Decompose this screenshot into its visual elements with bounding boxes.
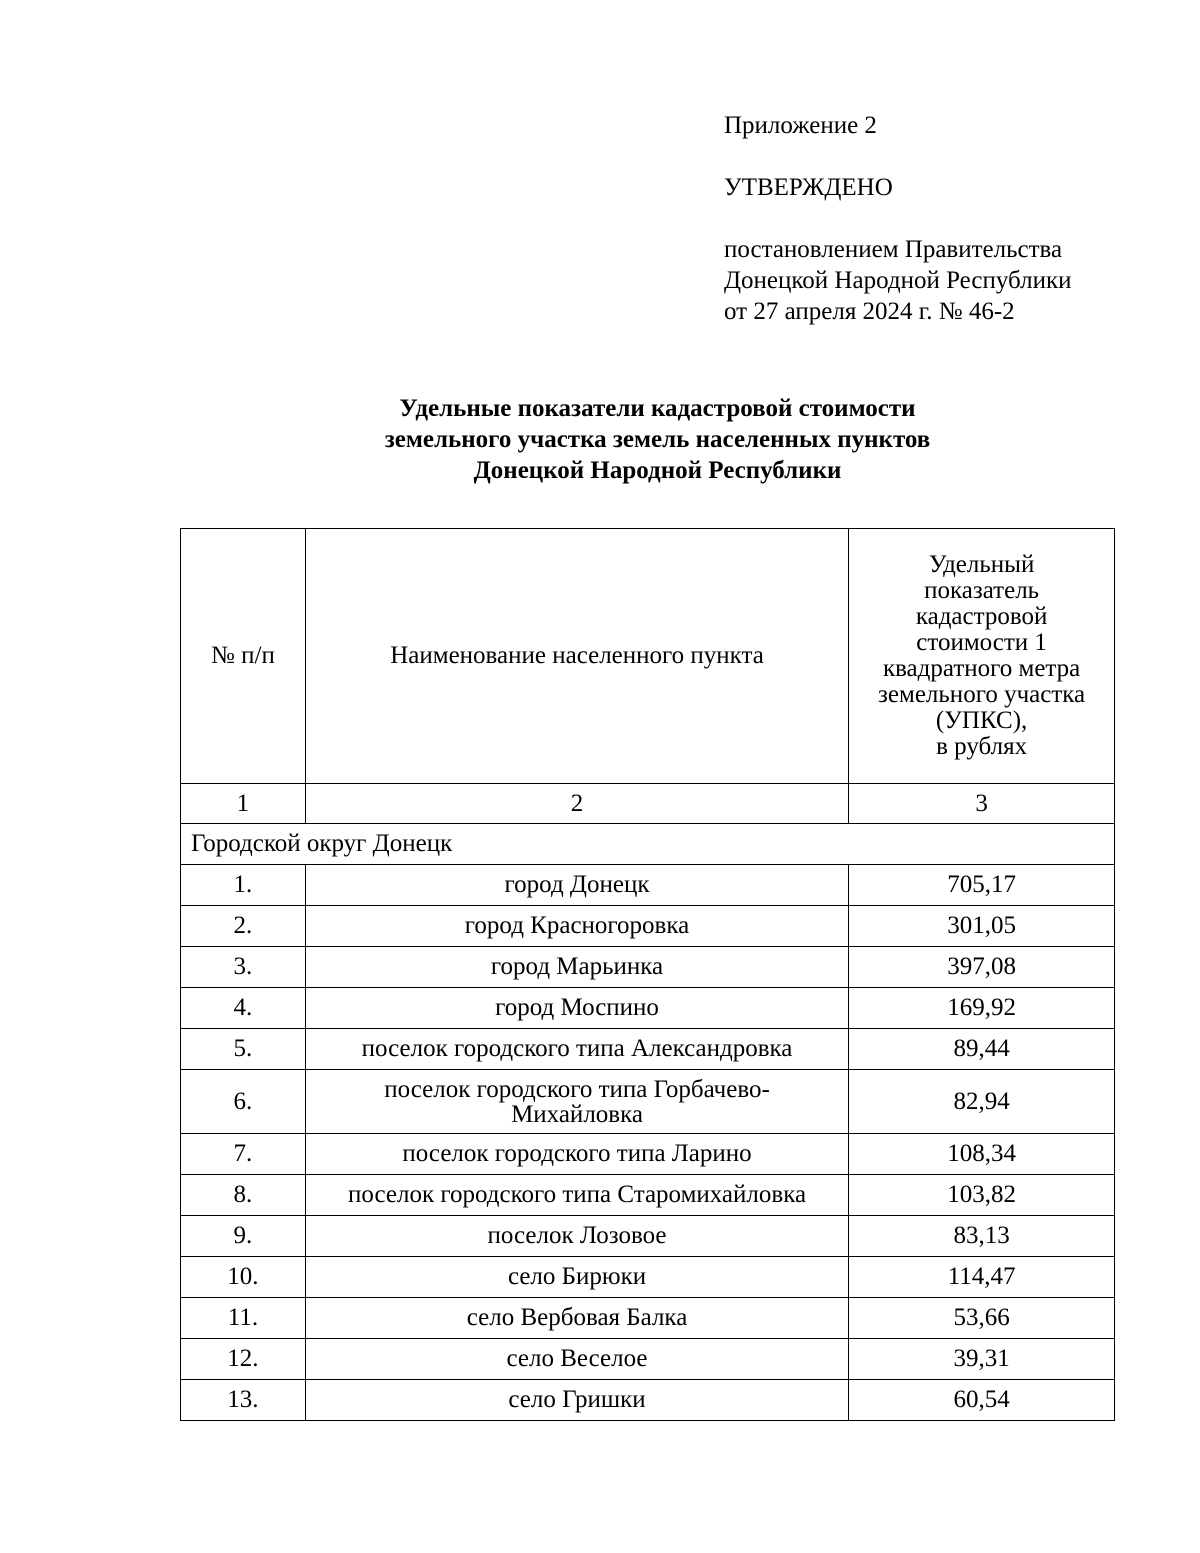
row-settlement-name: село Вербовая Балка [305,1298,848,1339]
row-settlement-name-line: Михайловка [511,1100,643,1128]
row-settlement-name: город Моспино [305,988,848,1029]
column-number: 3 [849,784,1115,824]
row-value: 114,47 [849,1257,1115,1298]
column-number-row [181,784,1115,824]
table-row [181,1029,1115,1070]
table-row [181,1257,1115,1298]
title-line-1: Удельные показатели кадастровой стоимости [399,395,916,422]
decree-line-2: Донецкой Народной Республики [724,267,1072,294]
row-settlement-name: село Гришки [305,1380,848,1421]
row-settlement-name: поселок Лозовое [305,1216,848,1257]
section-row [181,824,1115,865]
table-row [181,1175,1115,1216]
appendix-label: Приложение 2 [724,112,877,139]
table-row [181,988,1115,1029]
row-settlement-name: село Веселое [305,1339,848,1380]
decree-line-3: от 27 апреля 2024 г. № 46-2 [724,298,1015,325]
table-row [181,865,1115,906]
header-upks-line: квадратного метра [882,655,1081,682]
row-number: 8. [181,1175,306,1216]
row-settlement-name [305,1070,848,1134]
table-row [181,1298,1115,1339]
row-number: 3. [181,947,306,988]
row-settlement-name-line: поселок городского типа Горбачево- [384,1075,770,1103]
row-number: 13. [181,1380,306,1421]
row-value: 60,54 [849,1380,1115,1421]
table-row [181,906,1115,947]
row-value: 705,17 [849,865,1115,906]
header-number: № п/п [181,529,306,784]
header-upks-line: кадастровой [915,603,1048,630]
row-settlement-name: город Донецк [305,865,848,906]
row-value: 82,94 [849,1070,1115,1134]
cadastral-value-table [180,528,1115,1421]
row-settlement-name: город Красногоровка [305,906,848,947]
row-number: 2. [181,906,306,947]
header-settlement-name: Наименование населенного пункта [305,529,848,784]
table-row [181,1339,1115,1380]
row-settlement-name: город Марьинка [305,947,848,988]
header-upks-line: показатель [924,577,1040,604]
column-number: 2 [305,784,848,824]
row-number: 9. [181,1216,306,1257]
row-value: 301,05 [849,906,1115,947]
row-number: 12. [181,1339,306,1380]
table-row [181,1134,1115,1175]
approval-block [724,110,1072,327]
row-settlement-name: поселок городского типа Александровка [305,1029,848,1070]
row-settlement-name: поселок городского типа Ларино [305,1134,848,1175]
table-row [181,1380,1115,1421]
header-upks-line: Удельный [928,551,1035,578]
row-number: 6. [181,1070,306,1134]
row-value: 108,34 [849,1134,1115,1175]
row-value: 53,66 [849,1298,1115,1339]
decree-line-1: постановлением Правительства [724,236,1063,263]
table-row [181,1070,1115,1134]
section-title: Городской округ Донецк [181,824,1115,865]
row-value: 103,82 [849,1175,1115,1216]
row-value: 39,31 [849,1339,1115,1380]
row-value: 83,13 [849,1216,1115,1257]
approved-label: УТВЕРЖДЕНО [724,174,893,201]
header-upks-line: в рублях [936,733,1028,760]
title-line-2: земельного участка земель населенных пунктов [384,426,931,453]
row-settlement-name: село Бирюки [305,1257,848,1298]
header-upks-line: стоимости 1 [916,629,1047,656]
header-upks-line: земельного участка [878,681,1086,708]
title-line-3: Донецкой Народной Республики [473,457,842,484]
column-number: 1 [181,784,306,824]
row-value: 169,92 [849,988,1115,1029]
header-upks-line: (УПКС), [935,707,1028,734]
table-row [181,1216,1115,1257]
row-number: 4. [181,988,306,1029]
row-number: 11. [181,1298,306,1339]
row-number: 1. [181,865,306,906]
row-value: 397,08 [849,947,1115,988]
header-upks [849,529,1115,784]
table-row [181,947,1115,988]
row-number: 7. [181,1134,306,1175]
table-header-row [181,529,1115,784]
row-number: 5. [181,1029,306,1070]
row-settlement-name: поселок городского типа Старомихайловка [305,1175,848,1216]
document-title [180,393,1135,486]
row-number: 10. [181,1257,306,1298]
row-value: 89,44 [849,1029,1115,1070]
